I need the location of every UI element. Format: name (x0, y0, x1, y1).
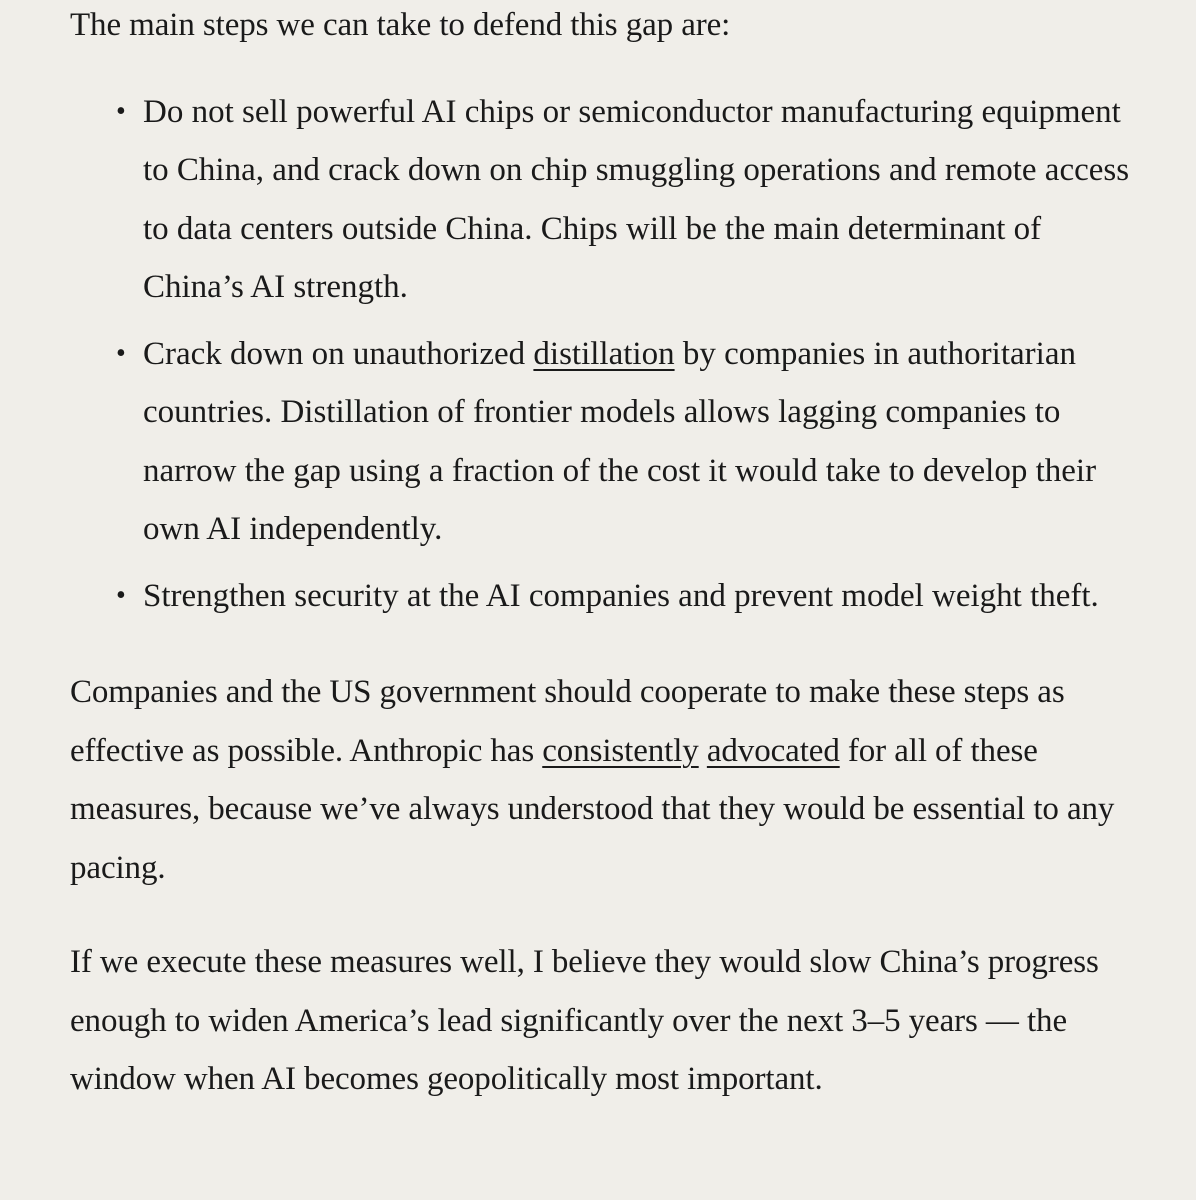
bullet-item-security (116, 567, 1136, 626)
advocated-link[interactable]: advocated (706, 732, 840, 769)
conclusion-paragraph: If we execute these measures well, I believe they would slow China’s progress enough to widen America’s lead significantly over the next 3–5 years — the window when AI becomes geopolitically most important. (70, 944, 1099, 1097)
bullet-text: Strengthen security at the AI companies and prevent model weight theft. (143, 577, 1099, 614)
paragraph-text: for all of these measures, because we’ve always understood that they would be essential to any pacing. (70, 732, 1115, 886)
bullet-item-chips (116, 83, 1136, 317)
bullet-item-distillation (116, 325, 1136, 559)
bullet-list (70, 83, 1136, 626)
bullet-text-before-link: Crack down on unauthorized (143, 335, 534, 372)
bullet-dot-icon: • (116, 579, 126, 611)
distillation-link[interactable]: distillation (533, 335, 675, 372)
link-separator (699, 733, 707, 769)
cooperation-paragraph (70, 663, 1136, 897)
intro-paragraph: The main steps we can take to defend this gap are: (70, 7, 731, 43)
bullet-text-after-link: by companies in authoritarian countries. Distillation of frontier models allows lagging companies to narrow the gap using a fraction of the cost it would take to develop their own AI independently. (143, 335, 1097, 547)
bullet-dot-icon: • (116, 337, 126, 369)
bullet-text: Do not sell powerful AI chips or semiconductor manufacturing equipment to China, and crack down on chip smuggling operations and remote access to data centers outside China. Chips will be the main determinant of China’s AI strength. (143, 93, 1130, 305)
consistently-link[interactable]: consistently (542, 732, 699, 769)
paragraph-text: Companies and the US government should cooperate to make these steps as effective as possible. Anthropic has (70, 674, 1065, 769)
bullet-dot-icon: • (116, 95, 126, 127)
